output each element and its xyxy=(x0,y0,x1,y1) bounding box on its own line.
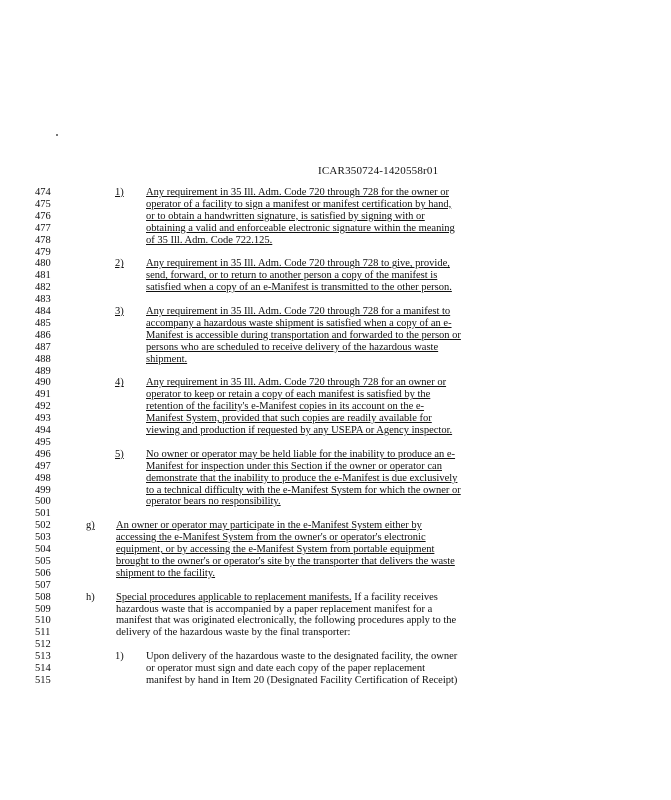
line-number: 509 xyxy=(35,603,51,615)
line-number: 483 xyxy=(35,294,51,306)
line-number: 497 xyxy=(35,460,51,472)
item-text: No owner or operator may be held liable for the inability to produce an e- xyxy=(146,448,456,460)
scan-speck xyxy=(56,134,58,136)
line-number: 484 xyxy=(35,306,51,317)
line-number: 480 xyxy=(35,258,51,270)
line-number: 510 xyxy=(35,615,51,627)
item-text: or operator must sign and date each copy of the paper replacement xyxy=(146,663,426,674)
item-marker: 2) xyxy=(115,258,124,270)
line-number: 500 xyxy=(35,496,51,508)
text-line xyxy=(0,282,671,294)
line-number: 511 xyxy=(35,627,51,639)
item-text: brought to the owner's or operator's site by the transporter that delivers the waste xyxy=(116,555,455,567)
line-number: 501 xyxy=(35,508,51,520)
text-line xyxy=(0,544,671,556)
line-number: 475 xyxy=(35,198,51,210)
line-number: 502 xyxy=(35,520,51,532)
line-number: 493 xyxy=(35,413,51,425)
item-text: operator of a facility to sign a manifest or manifest certification by hand, xyxy=(146,198,452,210)
item-text: Any requirement in 35 Ill. Adm. Code 720 through 728 for an owner or xyxy=(146,377,447,389)
text-line xyxy=(0,306,671,318)
text-line xyxy=(0,520,671,532)
text-line xyxy=(0,258,671,270)
item-marker: h) xyxy=(86,591,95,603)
text-line xyxy=(0,568,671,580)
text-line xyxy=(0,401,671,413)
item-text: obtaining a valid and enforceable electronic signature within the meaning xyxy=(146,222,455,234)
item-marker: 3) xyxy=(115,306,124,317)
line-number: 486 xyxy=(35,329,51,341)
item-text: An owner or operator may participate in the e-Manifest System either by xyxy=(116,520,422,532)
text-line xyxy=(0,425,671,437)
text-line xyxy=(0,235,671,247)
text-line xyxy=(0,354,671,366)
item-text: send, forward, or to return to another person a copy of the manifest is xyxy=(146,270,438,282)
line-number: 507 xyxy=(35,579,51,591)
text-line xyxy=(0,449,671,461)
item-text: retention of the facility's e-Manifest copies in its account on the e- xyxy=(146,401,425,413)
line-number: 514 xyxy=(35,663,51,674)
item-text: to a technical difficulty with the e-Manifest System for which the owner or xyxy=(146,484,461,496)
text-line xyxy=(0,627,671,639)
item-marker: 1) xyxy=(115,651,124,663)
line-number: 485 xyxy=(35,317,51,329)
item-text: manifest by hand in Item 20 (Designated Facility Certification of Receipt) xyxy=(146,674,458,686)
text-line xyxy=(0,318,671,330)
document-header: ICAR350724-1420558r01 xyxy=(318,165,439,177)
text-line xyxy=(0,651,671,663)
line-number: 492 xyxy=(35,401,51,413)
line-number: 474 xyxy=(35,187,51,198)
line-number: 498 xyxy=(35,472,51,484)
item-text: shipment to the facility. xyxy=(116,567,216,579)
item-text: hazardous waste that is accompanied by a paper replacement manifest for a xyxy=(116,603,433,615)
line-number: 482 xyxy=(35,282,51,294)
line-number: 481 xyxy=(35,270,51,282)
text-line xyxy=(0,473,671,485)
item-text: Any requirement in 35 Ill. Adm. Code 720 through 728 for the owner or xyxy=(146,187,449,198)
line-number: 512 xyxy=(35,639,51,651)
item-marker: 5) xyxy=(115,448,124,460)
text-line xyxy=(0,556,671,568)
item-marker: 1) xyxy=(115,187,124,198)
line-number: 513 xyxy=(35,651,51,663)
line-number: 494 xyxy=(35,425,51,436)
text-line xyxy=(0,377,671,389)
line-number: 499 xyxy=(35,484,51,496)
text-line xyxy=(0,389,671,401)
line-number: 503 xyxy=(35,532,51,544)
text-line xyxy=(0,532,671,544)
item-text: viewing and production if requested by any USEPA or Agency inspector. xyxy=(146,425,453,436)
item-text: Manifest for inspection under this Section if the owner or operator can xyxy=(146,460,442,472)
item-text: Special procedures applicable to replacement manifests. If a facility receives xyxy=(116,591,438,603)
text-line xyxy=(0,223,671,235)
line-number: 476 xyxy=(35,210,51,222)
text-line xyxy=(0,342,671,354)
item-text: Upon delivery of the hazardous waste to the designated facility, the owner xyxy=(146,651,458,663)
text-line xyxy=(0,663,671,675)
line-number: 508 xyxy=(35,591,51,603)
item-marker: g) xyxy=(86,520,95,532)
line-number: 491 xyxy=(35,389,51,401)
line-number: 515 xyxy=(35,674,51,686)
text-line xyxy=(0,270,671,282)
item-text: shipment. xyxy=(146,353,188,365)
line-number: 487 xyxy=(35,341,51,353)
line-number: 495 xyxy=(35,436,51,448)
item-text: persons who are scheduled to receive delivery of the hazardous waste xyxy=(146,341,439,353)
item-text: satisfied when a copy of an e-Manifest is transmitted to the other person. xyxy=(146,282,452,294)
item-text: equipment, or by accessing the e-Manifest System from portable equipment xyxy=(116,544,435,555)
item-marker: 4) xyxy=(115,377,124,389)
item-text: Any requirement in 35 Ill. Adm. Code 720 through 728 to give, provide, xyxy=(146,258,450,270)
item-text: operator to keep or retain a copy of each manifest is satisfied by the xyxy=(146,389,431,401)
item-text: accompany a hazardous waste shipment is satisfied when a copy of an e- xyxy=(146,317,452,329)
line-number: 488 xyxy=(35,353,51,365)
item-text: demonstrate that the inability to produce the e-Manifest is due exclusively xyxy=(146,472,458,484)
text-line xyxy=(0,604,671,616)
text-line xyxy=(0,199,671,211)
line-number: 504 xyxy=(35,544,51,555)
item-text: Any requirement in 35 Ill. Adm. Code 720 through 728 for a manifest to xyxy=(146,306,451,317)
line-number: 479 xyxy=(35,246,51,258)
item-text: accessing the e-Manifest System from the owner's or operator's electronic xyxy=(116,532,426,544)
text-line xyxy=(0,461,671,473)
item-text: or to obtain a handwritten signature, is satisfied by signing with or xyxy=(146,210,425,222)
item-text: Manifest is accessible during transportation and forwarded to the person or xyxy=(146,329,461,341)
line-number: 505 xyxy=(35,555,51,567)
text-line xyxy=(0,413,671,425)
text-line xyxy=(0,615,671,627)
text-line xyxy=(0,485,671,497)
line-number: 496 xyxy=(35,448,51,460)
item-text: of 35 Ill. Adm. Code 722.125. xyxy=(146,234,273,246)
text-line xyxy=(0,211,671,223)
line-number: 477 xyxy=(35,222,51,234)
line-number: 506 xyxy=(35,567,51,579)
line-number: 478 xyxy=(35,234,51,246)
line-number: 490 xyxy=(35,377,51,389)
text-line xyxy=(0,187,671,199)
item-text: delivery of the hazardous waste by the final transporter: xyxy=(116,627,351,639)
text-line xyxy=(0,330,671,342)
item-text: manifest that was originated electronically, the following procedures apply to the xyxy=(116,615,457,627)
line-number: 489 xyxy=(35,365,51,377)
text-line xyxy=(0,496,671,508)
item-text: operator bears no responsibility. xyxy=(146,496,281,508)
text-line xyxy=(0,675,671,687)
item-text: Manifest System, provided that such copies are readily available for xyxy=(146,413,432,425)
text-line xyxy=(0,592,671,604)
